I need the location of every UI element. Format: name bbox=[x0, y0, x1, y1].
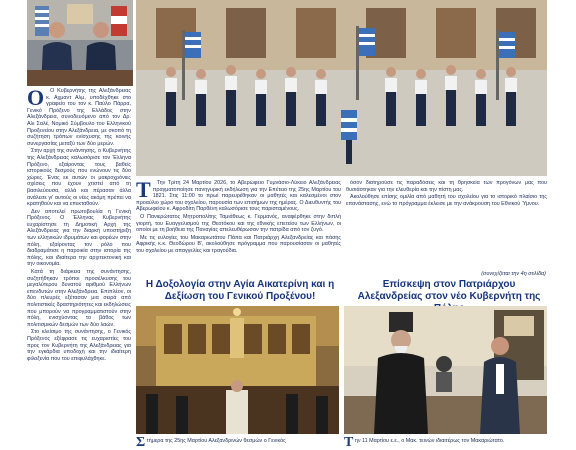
left-paragraph-4: Κατά τη διάρκεια της συνάντησης, συζητήθηκαν τρόποι προσέλκυσης του μεγαλύτερου δυνατού αριθμού Ελλήνων επενδυτών στην Αλεξάνδρεια. Επιπλέον, οι δύο πλευρές εξέτασαν μια σειρά από πολιτιστικές δραστηριότητες και εκδηλώσεις που μπορούν να προγραμματιστούν στην πόλη, ενισχύοντας το βάθος των πολιτισμικών δεσμών των δύο λαών. bbox=[27, 269, 131, 328]
photo-church-doxology bbox=[136, 306, 339, 434]
photo-school-ceremony bbox=[136, 0, 547, 176]
photo-governor-meeting bbox=[27, 0, 133, 86]
top-paragraph-3: Με τις ευλογίες του Μακαριωτάτου Πάπα και Πατριάρχη Αλεξανδρείας και πάσης Αφρικής κ.κ. Θεοδώρου Β', ακολούθησε πρόγραμμα που παρουσίασαν οι μαθητές του σχολείου με απαγγελίες και τραγούδια. bbox=[136, 234, 341, 254]
top-paragraph-4: όσον διατηρούσε τις παραδόσεις και τη θρησκεία των προγόνων μας που θυσιάστηκαν για την ελευθερία και την πίστη μας. bbox=[346, 180, 547, 193]
photo-patriarch-governor bbox=[344, 306, 547, 434]
left-column-article bbox=[27, 88, 131, 450]
top-paragraph-2: Ο Πανιερώτατος Μητροπολίτης Ταμιάθεως κ. Γερμανός, αναφέρθηκε στην διπλή γιορτή, του Ευαγγελισμού της Θεοτόκου και της εθνικής επετείου των Ελλήνων, οι οποίοι με τη βοήθεια της Παναγίας απελευθέρωσαν την πατρίδα από τον ζυγό. bbox=[136, 213, 341, 234]
bottom-left-line: τήμερα της 25ης Μαρτίου Αλεξανδρινών θεσμών ο Γενικός bbox=[146, 438, 286, 444]
bottom-article-start-left: Σ τήμερα της 25ης Μαρτίου Αλεξανδρινών θεσμών ο Γενικός bbox=[136, 435, 286, 450]
left-paragraph-1: Ο Κυβερνήτης της Αλεξάνδρειας κ. Αχμαντ Αλμ, υποδέχθηκε στο γραφείο του τον κ. Παύλο Πάρρα, Γενικό Πρόξενο της Ελλάδος στην Αλεξάνδρεια, συνοδευόμενο από τον Δρ. Αλι Σαλέ, Νομικό Σύμβουλο του Ελληνικού Προξενείου στην Αλεξάνδρεια, με σκοπό τη συζήτηση τρόπων ενίσχυσης της κοινής συνεργασίας μεταξύ των δύο μερών. bbox=[27, 88, 131, 147]
top-paragraph-5: Ακολούθησε επίσης ομιλία από μαθητή του σχολείου για το ιστορικό πλαίσιο της επανάστασης, ενώ το πρόγραμμα έκλεισε με την ανάκρουση του Εθνικού Ύμνου. bbox=[346, 194, 547, 207]
dropcap-letter-t: Τ bbox=[136, 180, 151, 202]
headline-doxology: Η Δοξολογία στην Αγία Αικατερίνη και η Δεξίωση του Γενικού Προξένου! bbox=[145, 279, 335, 302]
article-continuation-note: (συνεχίζεται την 4η σελίδα) bbox=[481, 271, 546, 277]
left-paragraph-2: Στην αρχή της συνάντησης, ο Κυβερνήτης της Αλεξάνδρειας καλωσόρισε τον Έλληνα Πρόξενο, εξαίροντας τους βαθείς ιστορικούς δεσμούς που ενώνουν τις δύο χώρες. Ένας εκ αυτών οι μακροχρόνιες σχέσεις που έχουν χτιστεί από τη βασιλεύουσα, αλλά και πέρασαν άλλα ανάλεσε γι' αυτούς οι νέες ακόμη πρέπει να κρατηθούν και να επεκταθούν. bbox=[27, 148, 131, 208]
bottom-right-line: ην 11 Μαρτίου ε.ε., ο Μακ. τεινών ιδιαιτέρως τον Μακαριώτατο. bbox=[354, 438, 505, 444]
dropcap-letter: O bbox=[27, 88, 45, 110]
top-article-column-2 bbox=[346, 180, 547, 272]
left-paragraph-5: Στο κλείσιμο της συνάντησης, ο Γενικός Πρόξενος εξέφρασε τις ευχαριστίες του προς τον Κυβερνήτη της Αλεξάνδρειας για την εγκάρδια υποδοχή και την ιδιαίτερη φιλοξενία που του επιφυλάχθηκε. bbox=[27, 329, 131, 362]
headline-patriarch-visit: Επίσκεψη στον Πατριάρχου Αλεξανδρείας στον νέο Κυβερνήτη της bbox=[357, 279, 541, 302]
left-paragraph-3: Δεν αποτελεί πρωτοβουλία η Γενική Πρόξενος. Ο Έλληνας Κυβερνήτης ευχαρίστησε τη Δημοτική Αρχή της Αλεξάνδρειας για την διαρκή υποστήριξη των ελληνικών ιδρυμάτων και φορέων στην πόλη, εξαίροντας τον ρόλο που διαδραμάτισε η παροικία στην ιστορία της πόλης, και ιδιαίτερα την αρχιτεκτονική και την οικονομία. bbox=[27, 208, 131, 268]
top-paragraph-1: Την Τρίτη 24 Μαρτίου 2026, το Αβερώφειο Γυμνάσιο-Λύκειο Αλεξάνδρειας πραγματοποίησε πανηγυρική εκδήλωση για την Επέτειο της 25ης Μαρτίου του 1821. Στις 11:00 το πρωί παρευρέθηκαν οι μαθητές και καλεσμένοι στον προαύλιο χώρο του σχολείου, παρουσία των επισήμων της ημέρας. Ο Διευθυντής του Αβερωφείου κ. Αφροδίτη Παρθένη καλωσόρισε τους παρισταμένους. bbox=[136, 180, 341, 213]
bottom-article-start-right: Τ ην 11 Μαρτίου ε.ε., ο Μακ. τεινών ιδιαιτέρως τον Μακαριώτατο. bbox=[344, 435, 505, 450]
